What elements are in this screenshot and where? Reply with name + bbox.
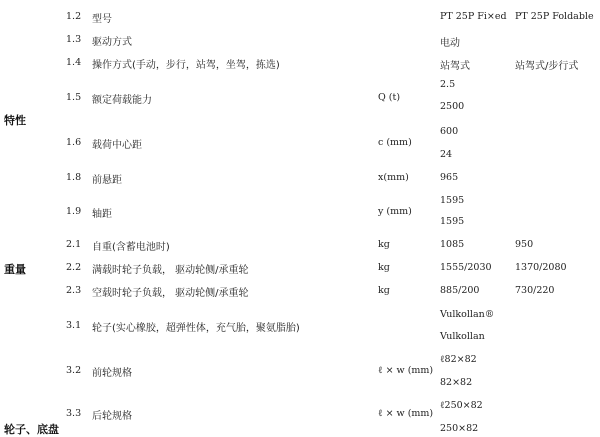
section-features: 特性 [4, 114, 26, 127]
value-fixed: PT 25P Fi×ed [440, 11, 507, 22]
row-label: 自重(含蓄电池时) [92, 242, 170, 253]
row-unit: c (mm) [378, 137, 412, 148]
row-label: 后轮规格 [92, 411, 132, 422]
row-label: 轴距 [92, 209, 112, 220]
section-wheels: 轮子、底盘 [4, 423, 59, 436]
row-2-3 [0, 285, 600, 305]
row-label: 驱动方式 [92, 37, 132, 48]
row-1-2 [0, 11, 600, 31]
wheel-type-value-2: Vulkollan [440, 331, 485, 342]
value-foldable: 950 [515, 239, 534, 250]
row-label: 轮子(实心橡胶，超弹性体，充气胎，聚氨脂胎) [92, 323, 300, 334]
value-fixed: 1555/2030 [440, 262, 492, 273]
value-foldable: 站驾式/步行式 [515, 61, 579, 72]
capacity-value-2: 2500 [440, 101, 465, 112]
row-label: 前悬距 [92, 175, 122, 186]
rear-wheel-value-2: 250×82 [440, 423, 479, 434]
row-label: 操作方式(手动，步行，站驾，坐驾，拣选) [92, 60, 280, 71]
row-unit: ℓ × w (mm) [378, 408, 434, 419]
row-label: 前轮规格 [92, 368, 132, 379]
row-number: 2.2 [66, 262, 82, 273]
row-number: 2.1 [66, 239, 82, 250]
value-foldable: 730/220 [515, 285, 555, 296]
row-1-5 [0, 92, 600, 112]
load-center-value-2: 24 [440, 149, 453, 160]
row-number: 3.3 [66, 408, 82, 419]
row-number: 1.8 [66, 172, 82, 183]
row-label: 载荷中心距 [92, 140, 142, 151]
wheelbase-value-1: 1595 [440, 195, 465, 206]
load-center-value-1: 600 [440, 126, 459, 137]
value-fixed: 站驾式 [440, 61, 470, 72]
row-unit: x(mm) [378, 172, 409, 183]
row-label: 满载时轮子负载， 驱动轮侧/承重轮 [92, 265, 249, 276]
row-label: 额定荷载能力 [92, 95, 152, 106]
row-1-6 [0, 137, 600, 157]
row-3-1 [0, 320, 600, 340]
front-wheel-value-1: ℓ82×82 [440, 354, 477, 365]
row-1-9 [0, 206, 600, 226]
wheel-type-value-1: Vulkollan® [440, 309, 495, 320]
row-1-3 [0, 34, 600, 54]
row-unit: y (mm) [378, 206, 412, 217]
row-label: 型号 [92, 14, 112, 25]
row-number: 1.2 [66, 11, 82, 22]
value-fixed: 885/200 [440, 285, 480, 296]
value-drive: 电动 [440, 38, 460, 49]
row-label: 空载时轮子负载， 驱动轮侧/承重轮 [92, 288, 249, 299]
row-unit: kg [378, 285, 390, 296]
front-wheel-value-2: 82×82 [440, 377, 473, 388]
row-number: 1.5 [66, 92, 82, 103]
row-number: 3.1 [66, 320, 82, 331]
row-3-3 [0, 408, 600, 428]
rear-wheel-value-1: ℓ250×82 [440, 400, 483, 411]
row-number: 1.9 [66, 206, 82, 217]
row-unit: ℓ × w (mm) [378, 365, 434, 376]
capacity-value-1: 2.5 [440, 79, 456, 90]
value-foldable: 1370/2080 [515, 262, 567, 273]
row-unit: Q (t) [378, 92, 401, 103]
row-number: 1.6 [66, 137, 82, 148]
row-2-2 [0, 262, 600, 282]
row-3-2 [0, 365, 600, 385]
row-number: 1.4 [66, 57, 82, 68]
row-2-1 [0, 239, 600, 259]
row-unit: kg [378, 239, 390, 250]
section-weight: 重量 [4, 263, 26, 276]
row-number: 1.3 [66, 34, 82, 45]
value-foldable: PT 25P Foldable [515, 11, 594, 22]
row-unit: kg [378, 262, 390, 273]
row-1-4 [0, 57, 600, 77]
value-fixed: 1085 [440, 239, 465, 250]
value-front-overhang: 965 [440, 172, 459, 183]
wheelbase-value-2: 1595 [440, 216, 465, 227]
row-number: 2.3 [66, 285, 82, 296]
row-1-8 [0, 172, 600, 192]
row-number: 3.2 [66, 365, 82, 376]
